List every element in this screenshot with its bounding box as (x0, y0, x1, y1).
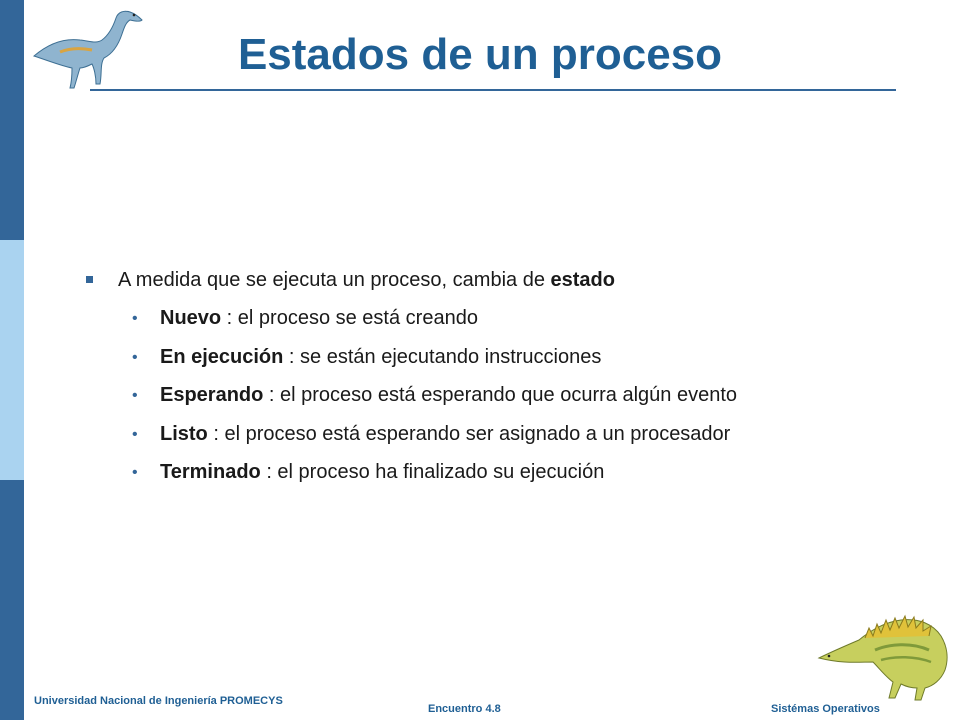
state-desc: : el proceso está esperando que ocurra algún evento (263, 384, 738, 406)
slide-title: Estados de un proceso (237, 30, 723, 79)
title-underline (90, 89, 896, 91)
main-bullet-prefix: A medida que se ejecuta un proceso, cambia de (118, 269, 551, 291)
footer-university: Universidad Nacional de Ingeniería PROMECYS (34, 695, 283, 707)
dot-bullet-icon: • (132, 310, 138, 327)
dot-bullet-icon: • (132, 387, 138, 404)
main-bullet-text (118, 268, 615, 292)
state-desc: : el proceso está esperando ser asignado a un procesador (207, 422, 731, 445)
state-name: Nuevo (160, 307, 222, 329)
main-bullet-emphasis: estado (550, 269, 615, 291)
dot-bullet-icon: • (132, 425, 138, 443)
state-desc: : el proceso se está creando (221, 307, 478, 329)
state-desc: : se están ejecutando instrucciones (283, 345, 602, 368)
state-name: Terminado (160, 461, 261, 483)
state-name: Listo (160, 422, 208, 445)
square-bullet-icon (86, 276, 93, 283)
dinosaur-icon (815, 600, 957, 705)
state-desc: : el proceso ha finalizado su ejecución (260, 461, 605, 483)
side-band-bottom (0, 480, 24, 720)
side-band-middle (0, 240, 24, 480)
footer-course: Sistémas Operativos (771, 703, 880, 715)
state-name: Esperando (160, 384, 264, 406)
dot-bullet-icon: • (132, 464, 138, 481)
dot-bullet-icon: • (132, 348, 138, 366)
state-name: En ejecución (160, 345, 284, 368)
footer-slide-number: Encuentro 4.8 (428, 703, 501, 715)
